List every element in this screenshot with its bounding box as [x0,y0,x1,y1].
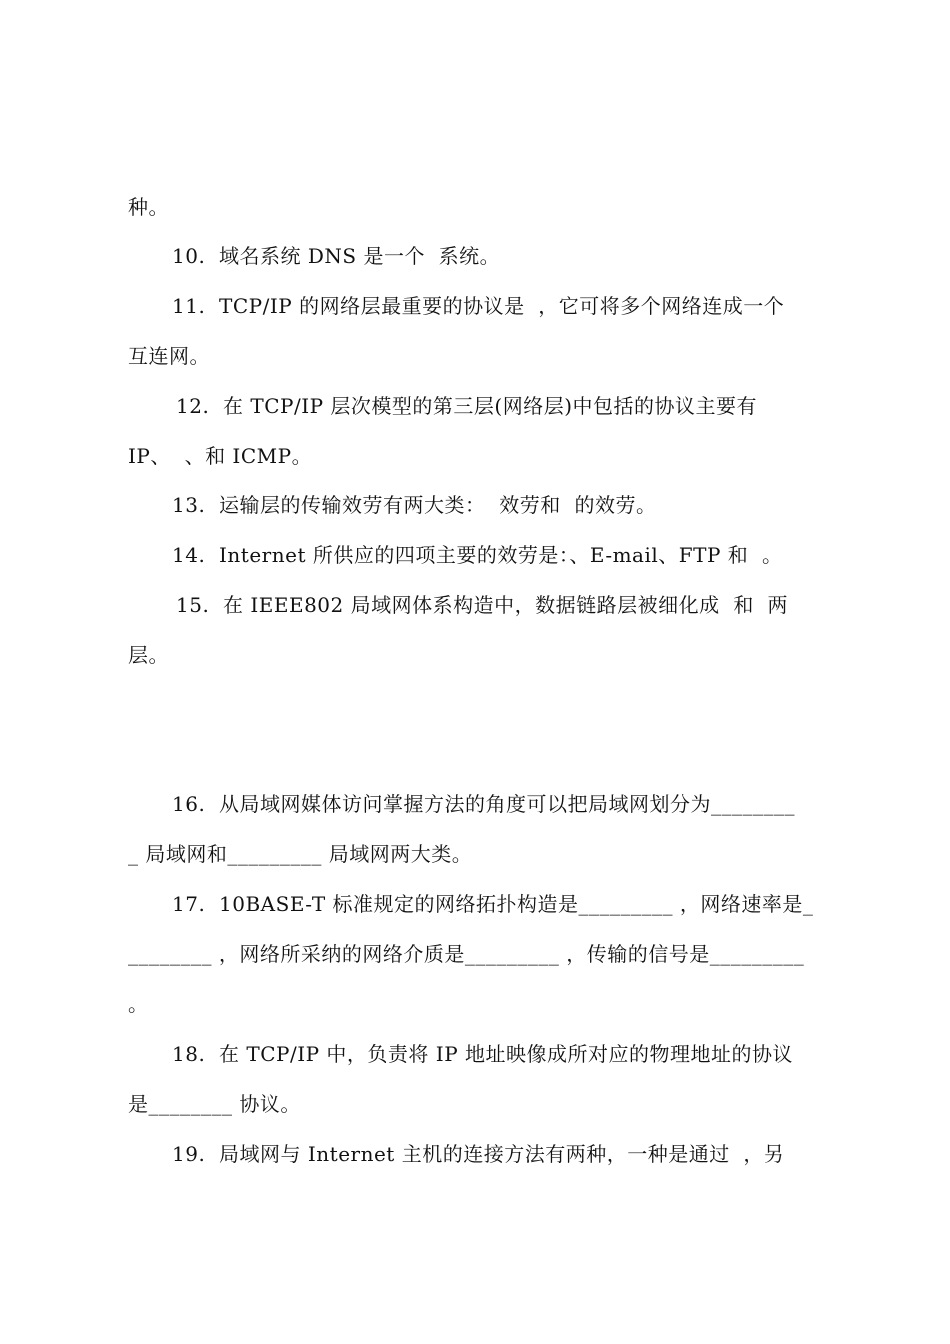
question-12: 12. 在 TCP/IP 层次模型的第三层(网络层)中包括的协议主要有 [176,394,758,418]
text-line: ________ ，网络所采纳的网络介质是_________ ，传输的信号是_________ [128,942,805,966]
text-line: 是________ 协议。 [128,1092,301,1116]
question-15: 15. 在 IEEE802 局域网体系构造中，数据链路层被细化成 和 两 [176,593,789,617]
question-16: 16. 从局域网媒体访问掌握方法的角度可以把局域网划分为________ [172,792,796,816]
question-11: 11. TCP/IP 的网络层最重要的协议是 ，它可将多个网络连成一个 [172,294,785,318]
text-line: 层。 [128,643,169,667]
question-19: 19. 局域网与 Internet 主机的连接方法有两种，一种是通过 ，另 [172,1142,785,1166]
question-17: 17. 10BASE-T 标准规定的网络拓扑构造是_________ ，网络速率是_ [172,892,814,916]
text-line: _ 局域网和_________ 局域网两大类。 [128,842,473,866]
question-14: 14. Internet 所供应的四项主要的效劳是：、E-mail、FTP 和 。 [172,543,783,567]
text-line: 互连网。 [128,344,210,368]
question-13: 13. 运输层的传输效劳有两大类： 效劳和 的效劳。 [172,493,657,517]
question-10: 10. 域名系统 DNS 是一个 系统。 [172,244,501,268]
text-line: 。 [128,992,149,1016]
text-line: 种。 [128,195,169,219]
question-18: 18. 在 TCP/IP 中，负责将 IP 地址映像成所对应的物理地址的协议 [172,1042,794,1066]
text-line: IP、 、和 ICMP。 [128,444,313,468]
